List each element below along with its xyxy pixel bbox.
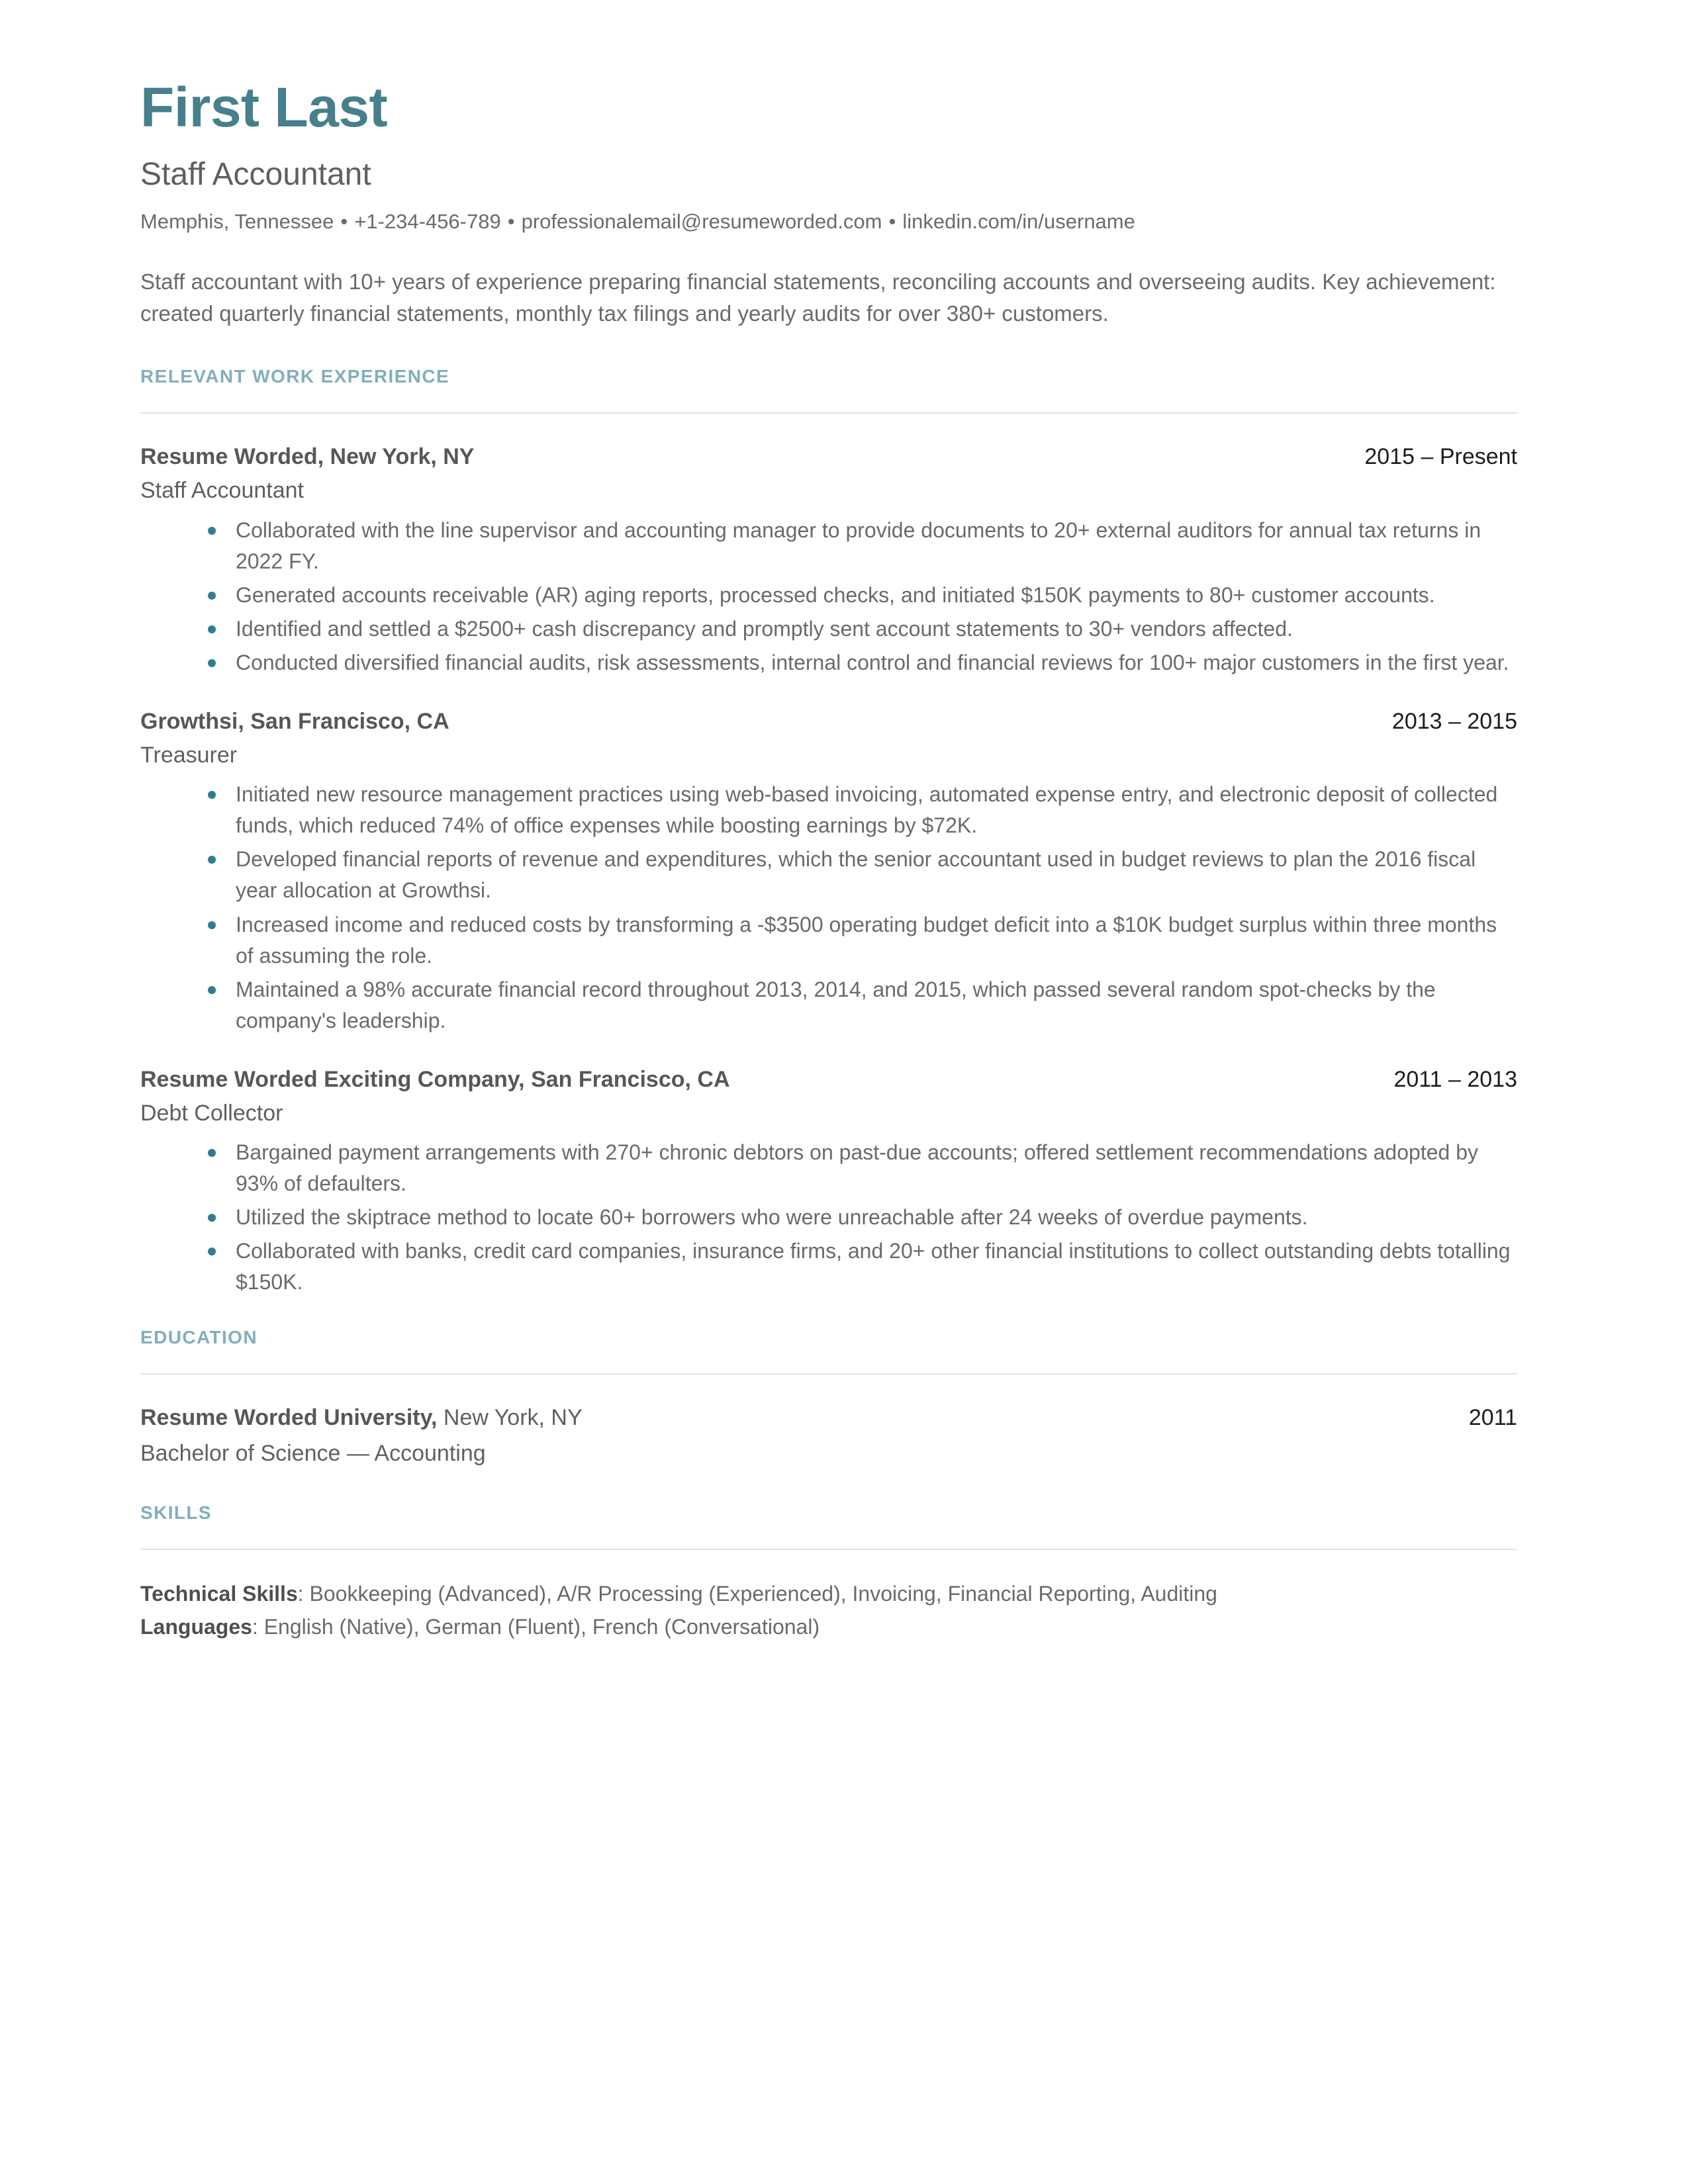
resume-content bbox=[140, 76, 1517, 1642]
section-heading-education: EDUCATION bbox=[140, 1327, 258, 1348]
experience-bullet: Conducted diversified financial audits, risk assessments, internal control and financial reviews for 100+ major customers in the first year. bbox=[197, 647, 1517, 678]
section-education bbox=[140, 1327, 1517, 1468]
section-experience bbox=[140, 366, 1517, 1298]
experience-bullet: Maintained a 98% accurate financial record throughout 2013, 2014, and 2015, which passed several random spot-checks by the company's leadership. bbox=[197, 974, 1517, 1036]
contact-email[interactable]: professionalemail@resumeworded.com bbox=[521, 210, 882, 233]
experience-role: Debt Collector bbox=[140, 1101, 283, 1126]
contact-location: Memphis, Tennessee bbox=[140, 210, 334, 233]
experience-organization: Growthsi, San Francisco, CA bbox=[140, 708, 449, 734]
skills-languages-value: : English (Native), German (Fluent), French (Conversational) bbox=[252, 1614, 820, 1639]
education-entry bbox=[140, 1404, 1517, 1468]
experience-dates: 2015 – Present bbox=[1364, 443, 1517, 469]
experience-bullet: Identified and settled a $2500+ cash discrepancy and promptly sent account statements to 30+ vendors affected. bbox=[197, 614, 1517, 645]
resume-header bbox=[140, 76, 1517, 330]
experience-bullet: Collaborated with banks, credit card companies, insurance firms, and 20+ other financial institutions to collect outstanding debts totalling $150K. bbox=[197, 1236, 1517, 1298]
contact-separator-icon: • bbox=[888, 210, 896, 233]
section-divider bbox=[140, 412, 1517, 414]
experience-bullet: Utilized the skiptrace method to locate 60+ borrowers who were unreachable after 24 weeks of overdue payments. bbox=[197, 1202, 1517, 1233]
experience-role: Treasurer bbox=[140, 743, 238, 768]
education-degree: Bachelor of Science — Accounting bbox=[140, 1440, 486, 1466]
experience-entry-header bbox=[140, 443, 1517, 471]
section-divider bbox=[140, 1373, 1517, 1375]
experience-dates: 2011 – 2013 bbox=[1393, 1066, 1517, 1092]
section-skills bbox=[140, 1502, 1517, 1642]
experience-entry bbox=[140, 707, 1517, 1036]
experience-entry bbox=[140, 443, 1517, 678]
experience-entry-header bbox=[140, 1066, 1517, 1094]
contact-line bbox=[140, 208, 1517, 236]
skills-technical-line bbox=[140, 1579, 1517, 1609]
section-heading-experience: RELEVANT WORK EXPERIENCE bbox=[140, 365, 450, 387]
experience-role: Staff Accountant bbox=[140, 478, 304, 504]
education-school-name: Resume Worded University, bbox=[140, 1405, 438, 1431]
contact-linkedin[interactable]: linkedin.com/in/username bbox=[902, 210, 1135, 233]
contact-phone: +1-234-456-789 bbox=[354, 210, 501, 233]
skills-technical-value: : Bookkeeping (Advanced), A/R Processing (Experienced), Invoicing, Financial Reporting, Auditing bbox=[297, 1582, 1217, 1606]
contact-separator-icon: • bbox=[507, 210, 515, 233]
experience-bullet: Initiated new resource management practices using web-based invoicing, automated expense entry, and electronic deposit of collected funds, which reduced 74% of office expenses while boosting earnings by $72K. bbox=[197, 779, 1517, 841]
section-divider bbox=[140, 1549, 1517, 1550]
contact-separator-icon: • bbox=[340, 210, 348, 233]
education-dates: 2011 bbox=[1468, 1405, 1517, 1431]
experience-bullet: Bargained payment arrangements with 270+ chronic debtors on past-due accounts; offered settlement recommendations adopted by 93% of defaulters. bbox=[197, 1137, 1517, 1199]
experience-bullet-list bbox=[140, 515, 1517, 678]
experience-organization: Resume Worded, New York, NY bbox=[140, 443, 475, 469]
experience-bullet: Developed financial reports of revenue and expenditures, which the senior accountant used in budget reviews to plan the 2016 fiscal year allocation at Growthsi. bbox=[197, 844, 1517, 906]
candidate-job-title: Staff Accountant bbox=[140, 157, 371, 192]
experience-entry-header bbox=[140, 707, 1517, 736]
experience-bullet: Collaborated with the line supervisor and accounting manager to provide documents to 20+ external auditors for annual tax returns in 2022 FY. bbox=[197, 515, 1517, 577]
skills-technical-label: Technical Skills bbox=[140, 1582, 298, 1606]
experience-entry bbox=[140, 1066, 1517, 1298]
skills-languages-label: Languages bbox=[140, 1614, 252, 1639]
candidate-name: First Last bbox=[140, 76, 388, 138]
professional-summary: Staff accountant with 10+ years of experience preparing financial statements, reconciling accounts and overseeing audits. Key achievement: created quarterly financial statements, monthly tax filings and yearly audits for over 380+ customers. bbox=[140, 269, 1496, 326]
experience-bullet: Generated accounts receivable (AR) aging reports, processed checks, and initiated $150K payments to 80+ customer accounts. bbox=[197, 580, 1517, 611]
education-school-location: New York, NY bbox=[437, 1405, 583, 1431]
education-entry-header bbox=[140, 1404, 1517, 1432]
experience-dates: 2013 – 2015 bbox=[1391, 708, 1517, 734]
section-heading-skills: SKILLS bbox=[140, 1502, 212, 1524]
experience-bullet-list bbox=[140, 1137, 1517, 1298]
experience-bullet-list bbox=[140, 779, 1517, 1036]
skills-languages-line bbox=[140, 1612, 1517, 1642]
experience-organization: Resume Worded Exciting Company, San Francisco, CA bbox=[140, 1066, 730, 1092]
education-school bbox=[140, 1404, 583, 1432]
experience-bullet: Increased income and reduced costs by transforming a -$3500 operating budget deficit into a $10K budget surplus within three months of assuming the role. bbox=[197, 909, 1517, 972]
